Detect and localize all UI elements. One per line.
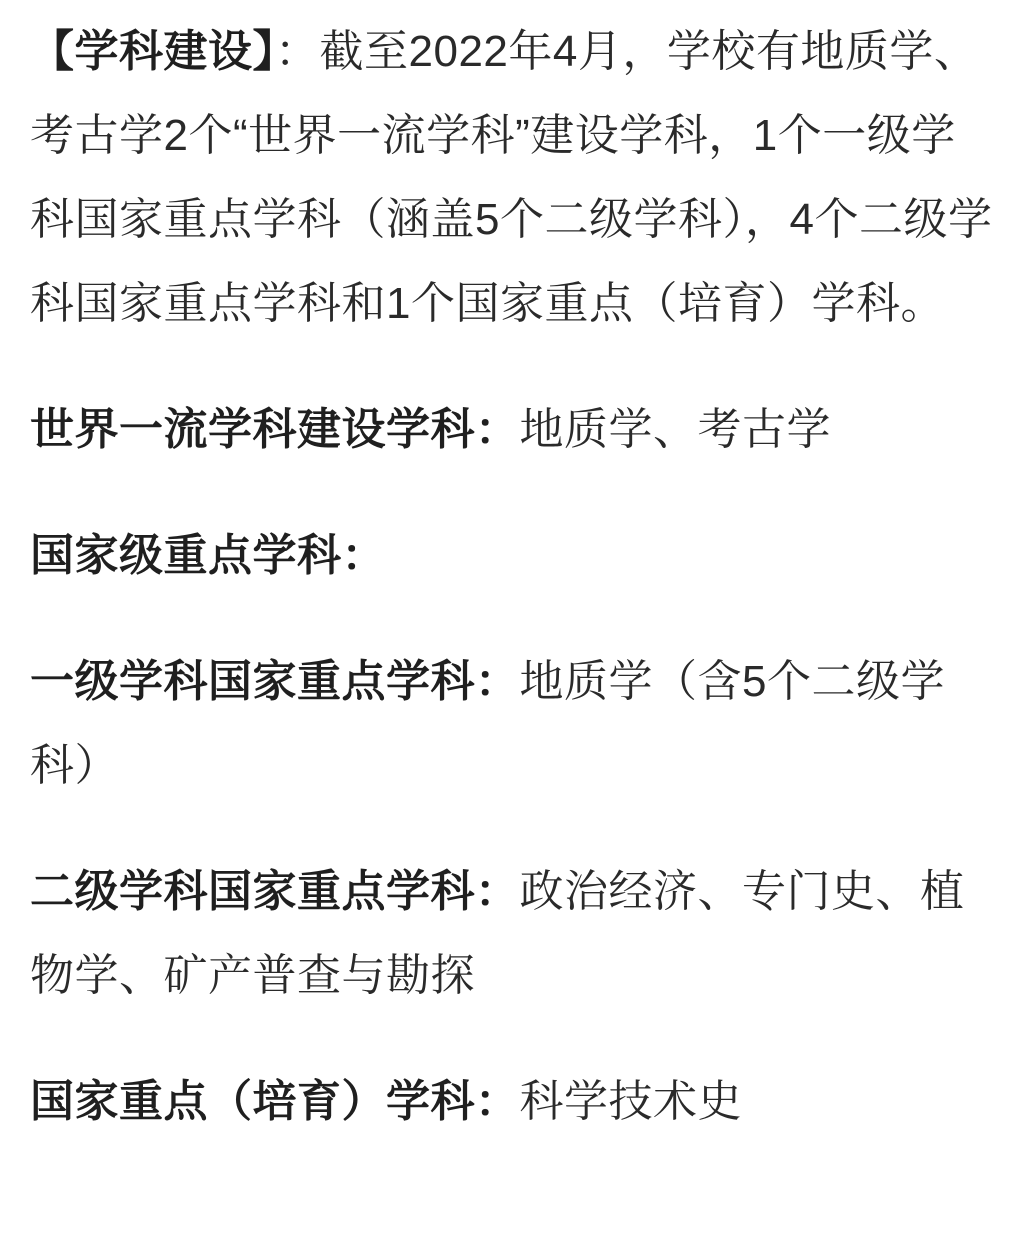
paragraph-world-class-disciplines [30,388,996,472]
paragraph-second-level-key-disciplines [30,850,996,1018]
paragraph-discipline-construction [30,10,996,346]
section-label-national-key-disciplines: 国家级重点学科： [30,531,386,580]
section-label-national-key-cultivation-discipline: 国家重点（培育）学科： [30,1077,520,1126]
section-body-national-key-cultivation-discipline: 科学技术史 [519,1077,742,1126]
section-body-second-level-key-disciplines: 政治经济、专门史、植物学、矿产普查与勘探 [30,867,965,1000]
section-label-first-level-key-discipline: 一级学科国家重点学科： [30,657,520,706]
section-body-world-class-disciplines: 地质学、考古学 [519,405,831,454]
section-label-discipline-construction: 【学科建设】 [30,27,275,76]
paragraph-national-key-disciplines-heading [30,514,996,598]
paragraph-first-level-key-discipline [30,640,996,808]
section-label-second-level-key-disciplines: 二级学科国家重点学科： [30,867,520,916]
section-body-first-level-key-discipline: 地质学（含5个二级学科） [30,657,945,790]
section-body-discipline-construction: ：截至2022年4月，学校有地质学、考古学2个“世界一流学科”建设学科，1个一级学科国家重点学科（涵盖5个二级学科），4个二级学科国家重点学科和1个国家重点（培育）学科。 [30,27,993,328]
section-label-world-class-disciplines: 世界一流学科建设学科： [30,405,520,454]
paragraph-national-key-cultivation-discipline [30,1060,996,1144]
